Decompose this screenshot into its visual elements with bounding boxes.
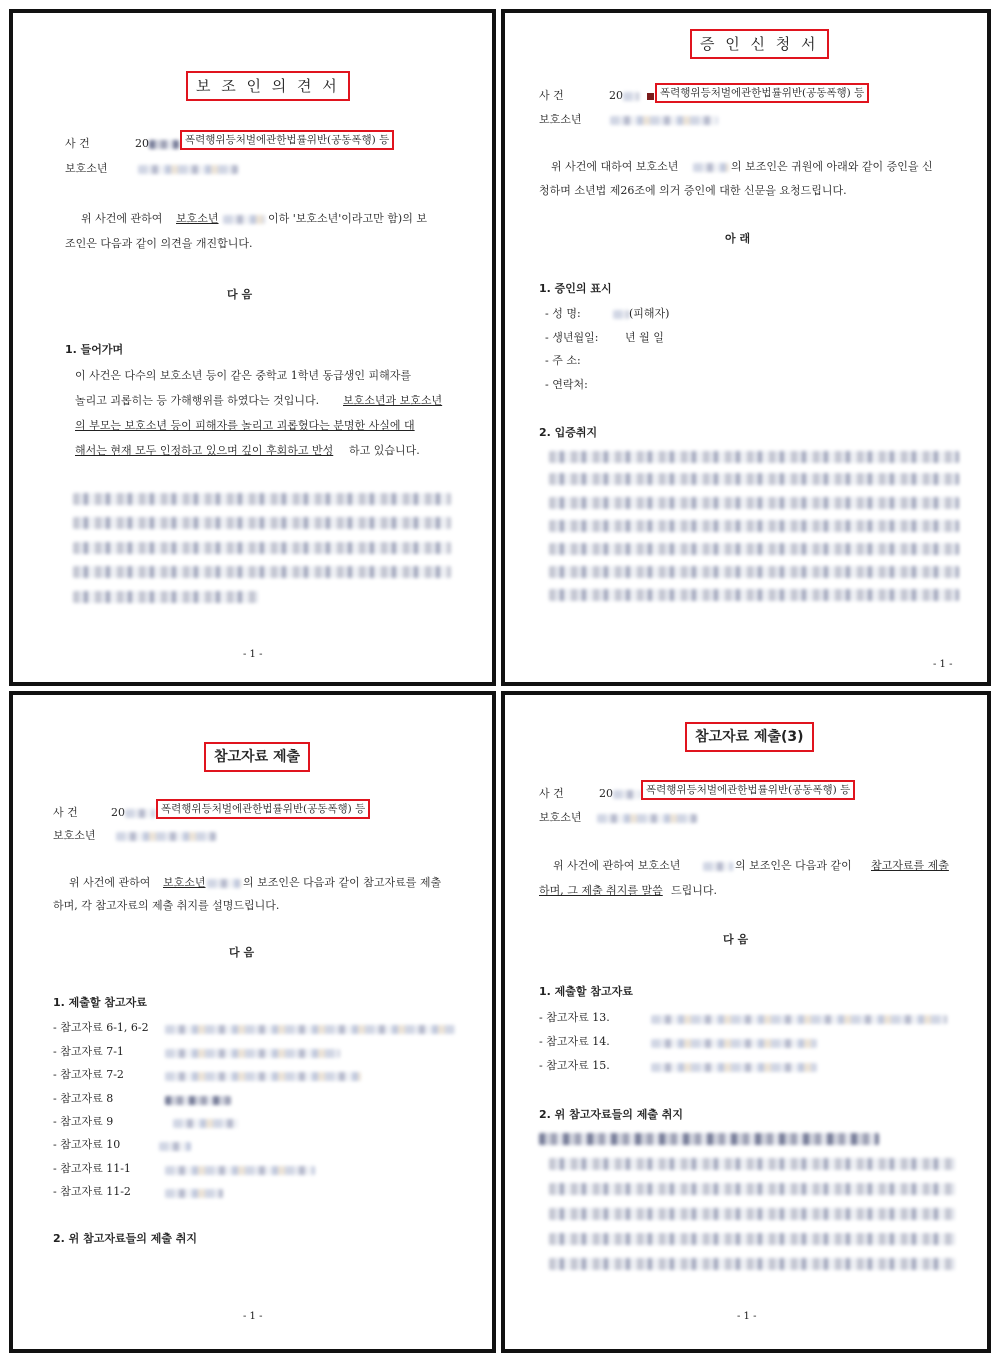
redacted-paragraph-line	[539, 1133, 879, 1145]
redacted-case-number	[125, 809, 155, 818]
case-name: 폭력행위등처벌에관한법률위반(공동폭행) 등	[180, 130, 394, 150]
reference-item: - 참고자료 14.	[539, 1035, 610, 1048]
reference-item: - 참고자료 13.	[539, 1011, 610, 1024]
page-number: - 1 -	[243, 1311, 263, 1322]
witness-name-value: (피해자)	[629, 307, 670, 320]
redacted-item-description	[159, 1142, 191, 1151]
redacted-paragraph-line	[549, 520, 959, 532]
intro-line-1a: 위 사건에 관하여 보호소년	[553, 859, 681, 872]
redacted-item-description	[173, 1119, 238, 1128]
intro-line-2: 조인은 다음과 같이 의견을 개진합니다.	[65, 237, 253, 250]
juvenile-label: 보호소년	[53, 829, 96, 842]
section-2-title: 2. 위 참고자료들의 제출 취지	[53, 1232, 198, 1245]
intro-line-2: 하며, 각 참고자료의 제출 취지를 설명드립니다.	[53, 899, 280, 912]
section-heading: 아 래	[725, 232, 751, 245]
juvenile-label: 보호소년	[65, 162, 108, 175]
reference-item: - 참고자료 15.	[539, 1059, 610, 1072]
intro-line-1b: 보호소년	[176, 212, 219, 225]
paragraph-line-4a: 해서는 현재 모두 인정하고 있으며 깊이 후회하고 반성	[75, 444, 334, 457]
redacted-paragraph-line	[549, 589, 959, 601]
intro-line-2a: 하며, 그 제출 취지를 말씀	[539, 884, 663, 897]
section-heading: 다 음	[723, 933, 749, 946]
case-label: 사 건	[539, 787, 564, 800]
redacted-paragraph-line	[73, 542, 451, 554]
redacted-paragraph-line	[549, 1158, 955, 1170]
intro-line-1b: 의 보조인은 다음과 같이	[735, 859, 852, 872]
redacted-witness-name	[613, 310, 629, 319]
reference-item: - 참고자료 7-1	[53, 1045, 124, 1058]
redacted-item-description	[651, 1015, 947, 1024]
case-label: 사 건	[53, 806, 78, 819]
redacted-item-description	[651, 1039, 817, 1048]
page-title: 참고자료 제출(3)	[685, 722, 814, 752]
page-number: - 1 -	[933, 659, 953, 670]
paragraph-line-1: 이 사건은 다수의 보호소년 등이 같은 중학교 1학년 동급생인 피해자를	[75, 369, 411, 382]
intro-line-1b: 보호소년	[163, 876, 206, 889]
case-name: 폭력행위등처벌에관한법률위반(공동폭행) 등	[641, 780, 855, 800]
intro-line-2b: 드립니다.	[671, 884, 718, 897]
redacted-case-number	[149, 140, 179, 149]
witness-contact-label: - 연락처:	[545, 378, 588, 391]
paragraph-line-2a: 놀리고 괴롭히는 등 가해행위를 하였다는 것입니다.	[75, 394, 320, 407]
redacted-case-number	[613, 790, 641, 799]
intro-line-1a: 위 사건에 관하여	[69, 876, 151, 889]
paragraph-line-3: 의 부모는 보호소년 등이 피해자를 놀리고 괴롭혔다는 분명한 사실에 대	[75, 419, 415, 432]
section-1-title: 1. 제출할 참고자료	[53, 996, 147, 1009]
witness-address-label: - 주 소:	[545, 354, 581, 367]
redacted-paragraph-line	[549, 543, 959, 555]
juvenile-label: 보호소년	[539, 811, 582, 824]
case-name: 폭력행위등처벌에관한법률위반(공동폭행) 등	[655, 83, 869, 103]
section-2-title: 2. 위 참고자료들의 제출 취지	[539, 1108, 684, 1121]
juvenile-label: 보호소년	[539, 113, 582, 126]
redacted-case-number	[623, 92, 639, 101]
document-page-2	[501, 9, 991, 686]
reference-item: - 참고자료 8	[53, 1092, 114, 1105]
redacted-name	[223, 215, 265, 224]
witness-dob-label: - 생년월일:	[545, 331, 599, 344]
case-prefix: 20	[135, 137, 149, 150]
redacted-item-description	[651, 1063, 817, 1072]
reference-item: - 참고자료 6-1, 6-2	[53, 1021, 149, 1034]
document-page-4	[501, 691, 991, 1353]
redacted-paragraph-line	[549, 497, 959, 509]
redacted-paragraph-line	[73, 517, 451, 529]
reference-item: - 참고자료 7-2	[53, 1068, 124, 1081]
intro-line-1c: 참고자료를 제출	[871, 859, 949, 872]
intro-line-1c: 이하 '보호소년'이라고만 함)의 보	[268, 212, 427, 225]
reference-item: - 참고자료 11-1	[53, 1162, 131, 1175]
redaction-mark-icon	[647, 93, 654, 100]
redacted-juvenile-name	[138, 165, 238, 174]
page-title: 증 인 신 청 서	[690, 29, 829, 59]
redacted-paragraph-line	[549, 473, 959, 485]
redacted-paragraph-line	[73, 566, 451, 578]
redacted-item-description	[165, 1166, 315, 1175]
redacted-paragraph-line	[73, 493, 451, 505]
case-prefix: 20	[111, 806, 125, 819]
redacted-item-description	[165, 1189, 223, 1198]
intro-line-1a: 위 사건에 관하여	[81, 212, 163, 225]
intro-line-1b: 의 보조인은 귀원에 아래와 같이 증인을 신	[731, 160, 933, 173]
section-1-title: 1. 제출할 참고자료	[539, 985, 633, 998]
case-label: 사 건	[65, 137, 90, 150]
redacted-item-description	[165, 1096, 231, 1105]
page-number: - 1 -	[737, 1311, 757, 1322]
redacted-paragraph-line	[549, 451, 959, 463]
witness-name-label: - 성 명:	[545, 307, 581, 320]
redacted-juvenile-name	[610, 116, 718, 125]
redacted-name	[703, 862, 733, 871]
witness-dob-value: 년 월 일	[625, 331, 664, 344]
intro-line-1c: 의 보조인은 다음과 같이 참고자료를 제출	[243, 876, 442, 889]
case-prefix: 20	[609, 89, 623, 102]
redacted-paragraph-line	[549, 1258, 955, 1270]
section-heading: 다 음	[227, 288, 253, 301]
document-page-3	[9, 691, 496, 1353]
redacted-juvenile-name	[116, 832, 216, 841]
case-name: 폭력행위등처벌에관한법률위반(공동폭행) 등	[156, 799, 370, 819]
document-page-1	[9, 9, 496, 686]
reference-item: - 참고자료 11-2	[53, 1185, 131, 1198]
redacted-item-description	[165, 1072, 361, 1081]
redacted-name	[207, 879, 241, 888]
reference-item: - 참고자료 10	[53, 1138, 121, 1151]
redacted-paragraph-line	[549, 1183, 955, 1195]
redacted-name	[693, 163, 729, 172]
page-number: - 1 -	[243, 649, 263, 660]
redacted-item-description	[165, 1049, 340, 1058]
redacted-item-description	[165, 1025, 455, 1034]
redacted-paragraph-line	[549, 1208, 955, 1220]
reference-item: - 참고자료 9	[53, 1115, 114, 1128]
paragraph-line-2b: 보호소년과 보호소년	[343, 394, 443, 407]
redacted-paragraph-line	[549, 566, 959, 578]
case-prefix: 20	[599, 787, 613, 800]
page-title: 참고자료 제출	[204, 742, 310, 772]
case-label: 사 건	[539, 89, 564, 102]
intro-line-2: 청하며 소년법 제26조에 의거 증인에 대한 신문을 요청드립니다.	[539, 184, 847, 197]
section-heading: 다 음	[229, 946, 255, 959]
section-2-title: 2. 입증취지	[539, 426, 598, 439]
redacted-juvenile-name	[597, 814, 697, 823]
section-1-title: 1. 증인의 표시	[539, 282, 612, 295]
paragraph-line-4b: 하고 있습니다.	[349, 444, 420, 457]
page-title: 보 조 인 의 견 서	[186, 71, 350, 101]
section-1-title: 1. 들어가며	[65, 343, 124, 356]
redacted-paragraph-line	[549, 1233, 955, 1245]
redacted-paragraph-line	[73, 591, 258, 603]
intro-line-1a: 위 사건에 대하여 보호소년	[551, 160, 679, 173]
